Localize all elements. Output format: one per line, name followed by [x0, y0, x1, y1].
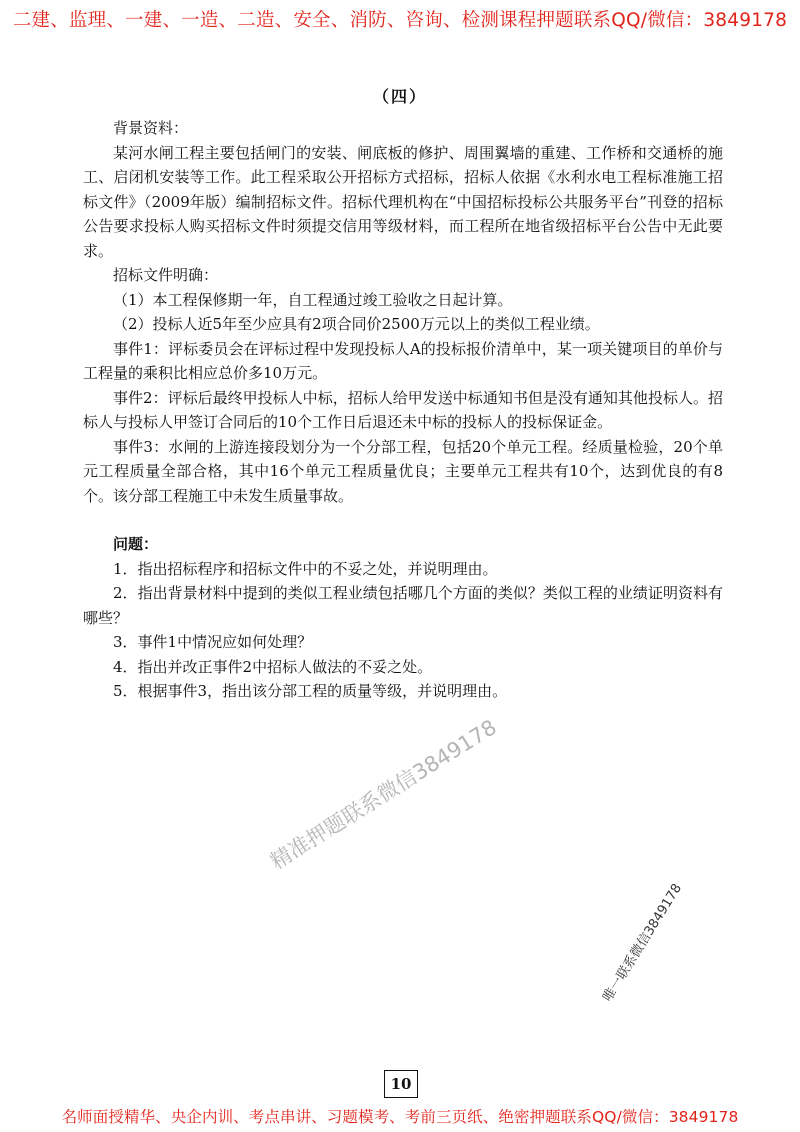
event-2-paragraph: 事件2：评标后最终甲投标人中标，招标人给甲发送中标通知书但是没有通知其他投标人。招标人与投标人甲签订合同后的10个工作日后退还未中标的投标人的投标保证金。	[83, 388, 723, 431]
page-number: 10	[384, 1070, 418, 1098]
event-3-paragraph: 事件3：水闸的上游连接段划分为一个分部工程，包括20个单元工程。经质量检验，20个单元工程质量全部合格，其中16个单元工程质量优良；主要单元工程共有10个，达到优良的有8个。该分部工程施工中未发生质量事故。	[83, 437, 723, 505]
question-item: 1．指出招标程序和招标文件中的不妥之处，并说明理由。	[113, 559, 498, 578]
background-paragraph: 招标文件明确：	[113, 266, 219, 284]
section-title: （四）	[372, 87, 427, 106]
question-item: 4．指出并改正事件2中招标人做法的不妥之处。	[113, 657, 433, 676]
document-body	[83, 116, 723, 704]
question-item: 2．指出背景材料中提到的类似工程业绩包括哪几个方面的类似？类似工程的业绩证明资料有哪些？	[83, 584, 723, 627]
question-item: 3．事件1中情况应如何处理？	[113, 633, 313, 651]
header-promo-banner: 二建、监理、一建、一造、二造、安全、消防、咨询、检测课程押题联系QQ/微信：3849178	[12, 10, 788, 31]
background-heading: 背景资料：	[113, 119, 189, 137]
questions-heading: 问题：	[113, 535, 159, 553]
background-paragraph: 某河水闸工程主要包括闸门的安装、闸底板的修护、周围翼墙的重建、工作桥和交通桥的施工、启闭机安装等工作。此工程采取公开招标方式招标，招标人依据《水利水电工程标准施工招标文件》（2009年版）编制招标文件。招标代理机构在“中国招标投标公共服务平台”刊登的招标公告要求投标人购买招标文件时须提交信用等级材料，而工程所在地省级招标平台公告中无此要求。	[83, 143, 723, 260]
event-1-paragraph: 事件1：评标委员会在评标过程中发现投标人A的投标报价清单中，某一项关键项目的单价与工程量的乘积比相应总价多10万元。	[83, 339, 723, 382]
footer-promo-banner: 名师面授精华、央企内训、考点串讲、习题模考、考前三页纸、绝密押题联系QQ/微信：3849178	[61, 1108, 739, 1126]
background-paragraph: （2）投标人近5年至少应具有2项合同价2500万元以上的类似工程业绩。	[113, 315, 600, 333]
watermark-text: 精准押题联系微信3849178	[266, 715, 501, 875]
watermark-text-secondary: 唯一联系微信3849178	[600, 881, 686, 1005]
question-item: 5．根据事件3，指出该分部工程的质量等级，并说明理由。	[113, 682, 508, 700]
background-paragraph: （1）本工程保修期一年，自工程通过竣工验收之日起计算。	[113, 290, 513, 309]
spacer	[83, 508, 723, 532]
